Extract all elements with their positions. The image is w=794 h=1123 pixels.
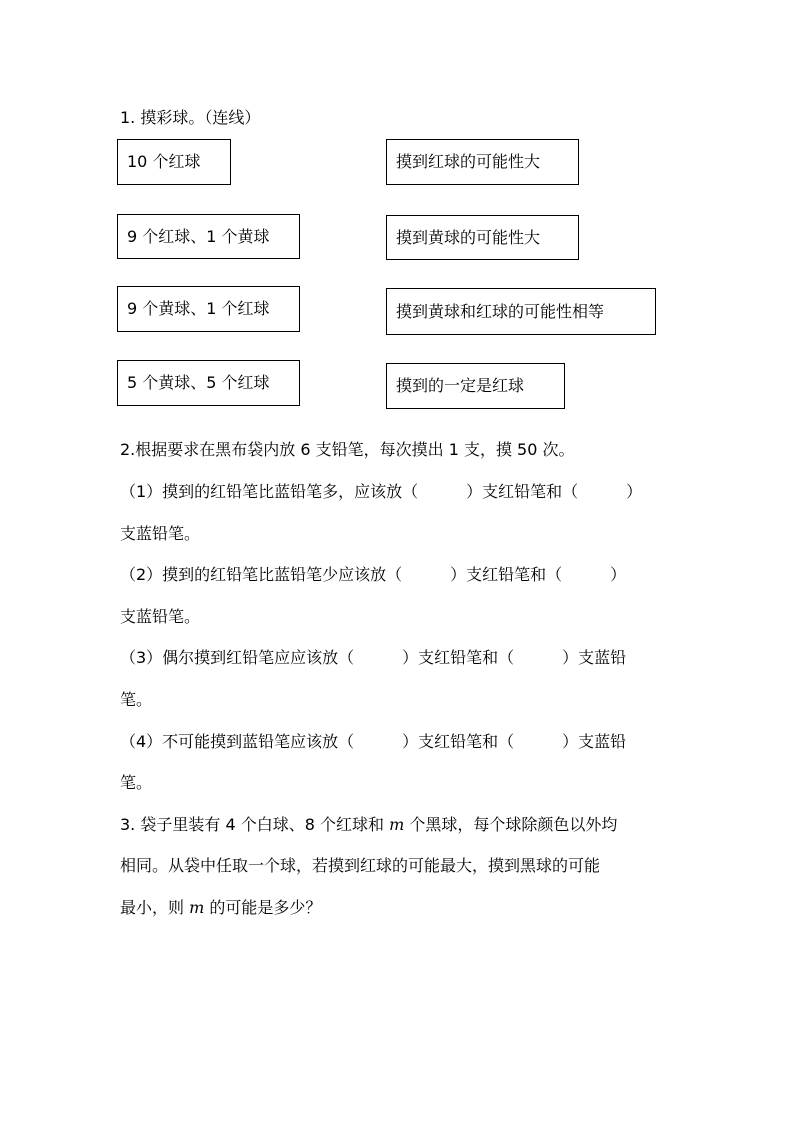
q2-item-2-line-2: 支蓝铅笔。 [120, 607, 201, 626]
q2-item-1-line-2: 支蓝铅笔。 [120, 524, 201, 543]
q1-right-box-4[interactable] [386, 363, 565, 409]
q3-variable-m: m [389, 815, 405, 834]
q2-item-1-line-1: （1）摸到的红铅笔比蓝铅笔多，应该放（ ）支红铅笔和（ ） [120, 482, 643, 501]
q3-variable-m-2: m [189, 898, 205, 917]
q2-item-2-line-1: （2）摸到的红铅笔比蓝铅笔少应该放（ ）支红铅笔和（ ） [120, 565, 627, 584]
q1-right-label-3: 摸到黄球和红球的可能性相等 [396, 301, 605, 321]
q1-left-box-4[interactable] [117, 360, 300, 406]
q1-right-label-1: 摸到红球的可能性大 [396, 152, 541, 171]
q1-left-box-1[interactable] [117, 139, 231, 185]
q1-left-label-4: 5 个黄球、5 个红球 [127, 373, 270, 392]
q1-right-label-4: 摸到的一定是红球 [396, 376, 525, 395]
q3-line-3 [120, 898, 321, 918]
q1-left-box-2[interactable] [117, 214, 300, 259]
q3-line-1 [120, 815, 617, 835]
q1-title: 1. 摸彩球。（连线） [120, 108, 261, 127]
q1-right-box-3[interactable] [386, 288, 656, 335]
q1-right-box-1[interactable] [386, 139, 579, 185]
q3-line-1-post: 个黑球，每个球除颜色以外均 [404, 815, 618, 834]
q1-left-box-3[interactable] [117, 286, 300, 332]
q1-left-label-1: 10 个红球 [127, 152, 201, 171]
q2-title: 2.根据要求在黑布袋内放 6 支铅笔，每次摸出 1 支，摸 50 次。 [120, 440, 575, 459]
q1-left-label-2: 9 个红球、1 个黄球 [127, 226, 270, 246]
q3-line-1-pre: 3. 袋子里装有 4 个白球、8 个红球和 [120, 815, 390, 834]
q2-item-3-line-2: 笔。 [120, 690, 153, 709]
q2-item-4-line-1: （4）不可能摸到蓝铅笔应该放（ ）支红铅笔和（ ）支蓝铅 [120, 732, 627, 751]
q3-line-2: 相同。从袋中任取一个球，若摸到红球的可能最大，摸到黑球的可能 [120, 856, 601, 875]
q3-line-3-post: 的可能是多少？ [204, 898, 322, 917]
q1-right-box-2[interactable] [386, 215, 579, 260]
q1-right-label-2: 摸到黄球的可能性大 [396, 227, 541, 247]
q2-item-3-line-1: （3）偶尔摸到红铅笔应应该放（ ）支红铅笔和（ ）支蓝铅 [120, 648, 627, 667]
q1-left-label-3: 9 个黄球、1 个红球 [127, 299, 270, 318]
q3-line-3-pre: 最小，则 [120, 898, 190, 917]
q2-item-4-line-2: 笔。 [120, 773, 153, 792]
